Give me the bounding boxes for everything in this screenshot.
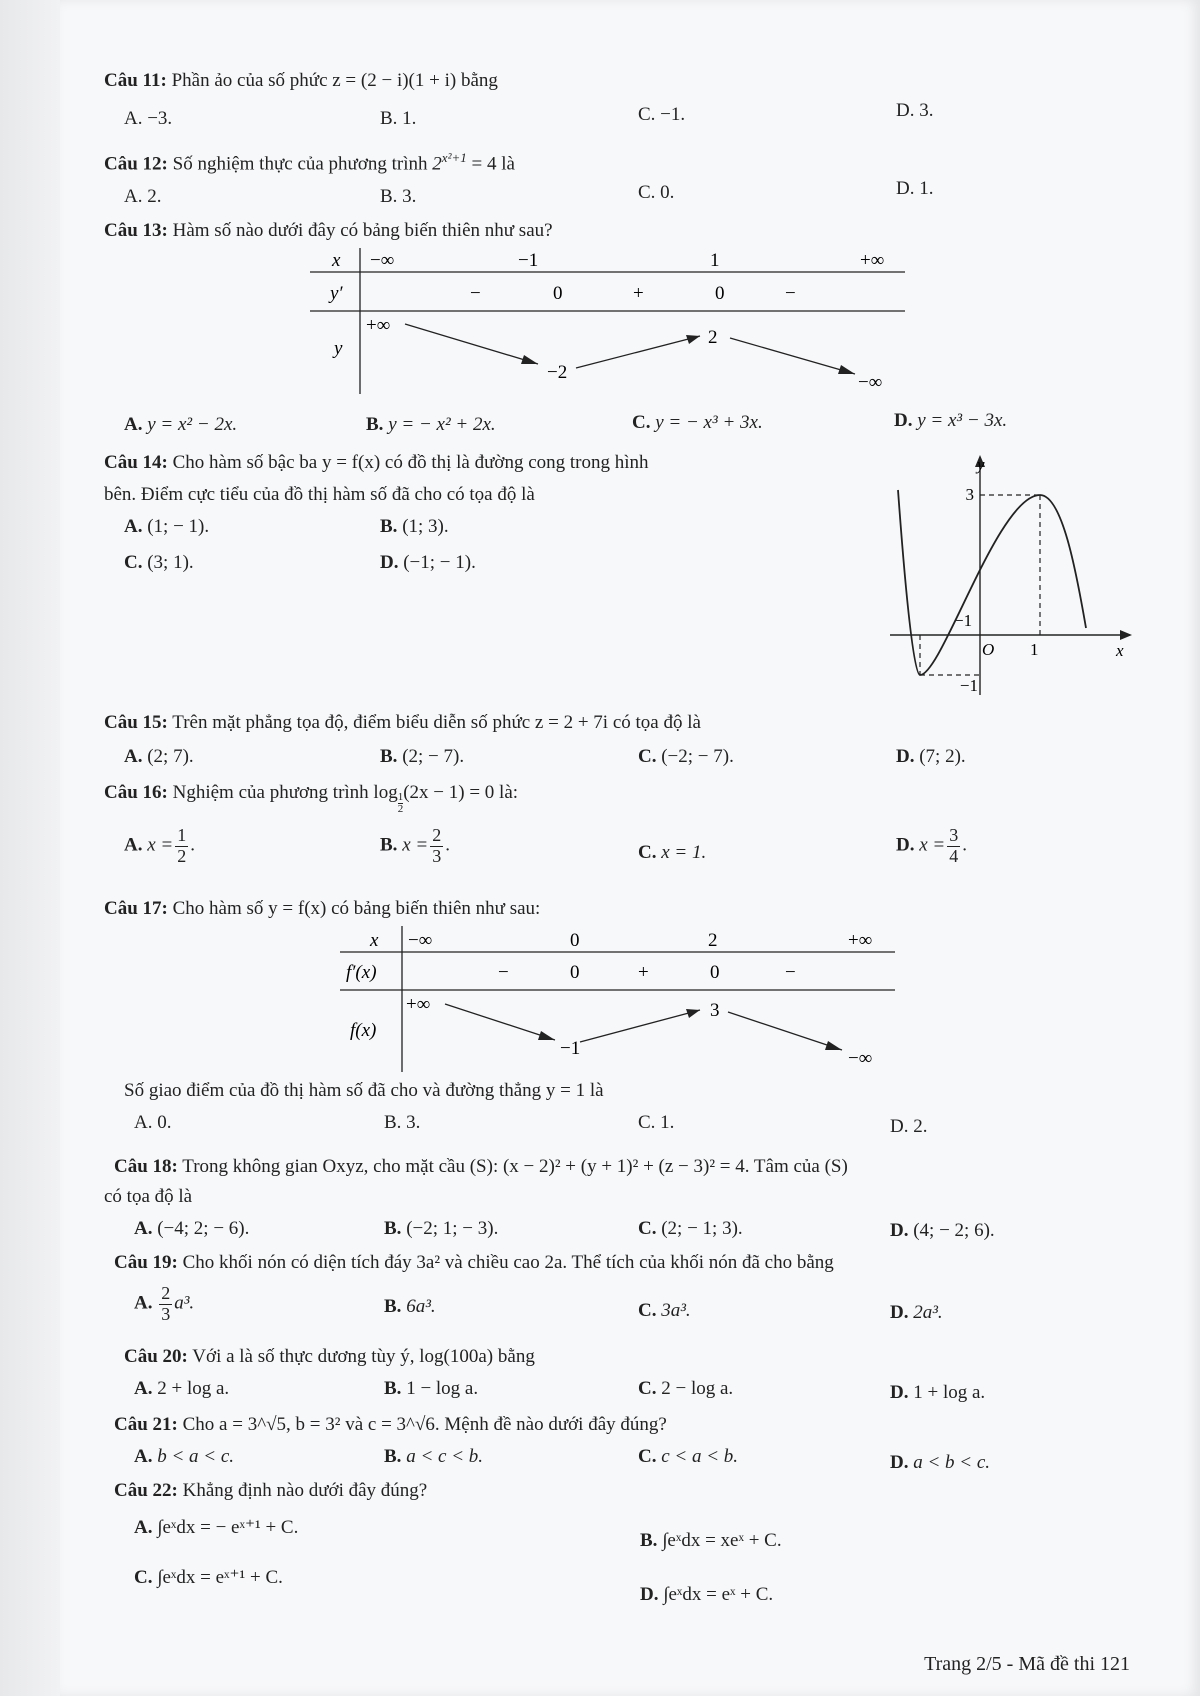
question-label: Câu 12: bbox=[104, 153, 168, 175]
q15-option-c[interactable]: C. (−2; − 7). bbox=[638, 746, 734, 767]
question-label: Câu 17: bbox=[104, 898, 168, 919]
question-20 bbox=[124, 1346, 535, 1368]
question-22 bbox=[114, 1480, 427, 1502]
q14-option-b[interactable]: B. (1; 3). bbox=[380, 516, 449, 537]
arrow-head bbox=[838, 365, 855, 374]
q20-option-b[interactable]: B. 1 − log a. bbox=[384, 1378, 479, 1399]
equation-exponent: x²+1 bbox=[441, 150, 467, 165]
x-axis-label: x bbox=[1116, 641, 1124, 660]
arrow-head bbox=[521, 355, 538, 364]
table-f-value: 3 bbox=[710, 1000, 720, 1021]
table-sign: 0 bbox=[710, 962, 720, 983]
q15-option-b[interactable]: B. (2; − 7). bbox=[380, 746, 465, 767]
table-sign: 0 bbox=[570, 962, 580, 983]
table-f-value: −∞ bbox=[848, 1048, 873, 1069]
q13-option-c[interactable]: C. y = − x³ + 3x. bbox=[632, 412, 763, 433]
question-label: Câu 19: bbox=[114, 1252, 178, 1273]
log-base: $\frac{1}{2}$ bbox=[397, 791, 404, 815]
question-text-end: (2x − 1) = 0 là: bbox=[403, 782, 519, 803]
table-fprime-label: f′(x) bbox=[346, 962, 377, 983]
table-x-value: −∞ bbox=[370, 250, 395, 271]
tick-x-1: 1 bbox=[1030, 640, 1039, 659]
table-sign: − bbox=[470, 283, 481, 304]
question-text: Cho hàm số bậc ba y = f(x) có đồ thị là đường cong trong hình bbox=[172, 452, 649, 473]
q22-option-b[interactable]: B. ∫eˣdx = xeˣ + C. bbox=[640, 1530, 782, 1551]
q20-option-a[interactable]: A. 2 + log a. bbox=[134, 1378, 230, 1399]
question-text: Hàm số nào dưới đây có bảng biến thiên như sau? bbox=[172, 220, 553, 241]
question-17 bbox=[104, 898, 540, 920]
table-f-value: +∞ bbox=[406, 994, 431, 1015]
q16-option-d[interactable]: D. x = $\frac{3}{4}$ . bbox=[896, 825, 967, 866]
question-11 bbox=[104, 70, 498, 92]
q13-option-d[interactable]: D. y = x³ − 3x. bbox=[894, 410, 1008, 431]
arrow-head bbox=[686, 335, 700, 344]
tick-y-neg1: −1 bbox=[959, 676, 978, 695]
table-sign: − bbox=[785, 962, 796, 983]
table-x-label: x bbox=[332, 250, 341, 271]
q11-option-c[interactable]: C. −1. bbox=[638, 104, 686, 125]
question-21 bbox=[114, 1414, 667, 1436]
q19-option-b[interactable]: B. 6a³. bbox=[384, 1296, 436, 1317]
table-x-value: 0 bbox=[570, 930, 580, 951]
q17-option-c[interactable]: C. 1. bbox=[638, 1112, 675, 1133]
q21-option-c[interactable]: C. c < a < b. bbox=[638, 1446, 739, 1467]
question-label: Câu 16: bbox=[104, 782, 168, 803]
question-label: Câu 22: bbox=[114, 1480, 178, 1501]
table-sign: 0 bbox=[553, 283, 563, 304]
q15-option-a[interactable]: A. (2; 7). bbox=[124, 746, 194, 767]
q14-option-a[interactable]: A. (1; − 1). bbox=[124, 516, 210, 537]
question-label: Câu 14: bbox=[104, 452, 168, 473]
q19-option-c[interactable]: C. 3a³. bbox=[638, 1300, 691, 1321]
q16-option-b[interactable]: B. x = $\frac{2}{3}$ . bbox=[380, 825, 450, 866]
question-18-line2: có tọa độ là bbox=[104, 1186, 193, 1207]
q17-variation-table bbox=[340, 924, 900, 1074]
q18-option-a[interactable]: A. (−4; 2; − 6). bbox=[134, 1218, 250, 1239]
origin-label: O bbox=[982, 640, 995, 659]
q14-cubic-graph bbox=[880, 450, 1140, 700]
table-x-value: 1 bbox=[710, 250, 720, 271]
question-text: Cho a = 3^√5, b = 3² và c = 3^√6. Mệnh đề nào dưới đây đúng? bbox=[182, 1414, 667, 1435]
table-x-value: −∞ bbox=[408, 930, 433, 951]
x-axis-arrow bbox=[1120, 630, 1132, 640]
question-12 bbox=[104, 150, 515, 175]
table-y-value: −∞ bbox=[858, 372, 883, 393]
table-f-label: f(x) bbox=[350, 1020, 377, 1041]
table-y-value: 2 bbox=[708, 327, 718, 348]
question-label: Câu 20: bbox=[124, 1346, 188, 1367]
table-sign: + bbox=[633, 283, 644, 304]
q17-option-d[interactable]: D. 2. bbox=[890, 1116, 928, 1137]
q12-option-a[interactable]: A. 2. bbox=[124, 186, 162, 207]
tick-x-neg1: −1 bbox=[954, 611, 973, 630]
q18-option-b[interactable]: B. (−2; 1; − 3). bbox=[384, 1218, 499, 1239]
arrow-down bbox=[405, 324, 538, 364]
q13-variation-table bbox=[310, 246, 910, 396]
q21-option-d[interactable]: D. a < b < c. bbox=[890, 1452, 991, 1473]
question-label: Câu 13: bbox=[104, 220, 168, 241]
q16-option-c[interactable]: C. x = 1. bbox=[638, 842, 707, 863]
table-sign: − bbox=[785, 283, 796, 304]
table-x-value: +∞ bbox=[848, 930, 873, 951]
question-label: Câu 21: bbox=[114, 1414, 178, 1435]
question-13 bbox=[104, 220, 553, 242]
question-text: Trong không gian Oxyz, cho mặt cầu (S): (x − 2)² + (y + 1)² + (z − 3)² = 4. Tâm của (S) bbox=[182, 1156, 848, 1177]
q12-option-c[interactable]: C. 0. bbox=[638, 182, 675, 203]
question-16 bbox=[104, 782, 518, 815]
q15-option-d[interactable]: D. (7; 2). bbox=[896, 746, 966, 767]
q11-option-a[interactable]: A. −3. bbox=[124, 108, 173, 129]
q18-option-c[interactable]: C. (2; − 1; 3). bbox=[638, 1218, 743, 1239]
q22-option-d[interactable]: D. ∫eˣdx = eˣ + C. bbox=[640, 1584, 774, 1605]
q22-option-a[interactable]: A. ∫eˣdx = − eˣ⁺¹ + C. bbox=[134, 1517, 299, 1538]
question-text: Nghiệm của phương trình log bbox=[172, 782, 398, 803]
q14-option-d[interactable]: D. (−1; − 1). bbox=[380, 552, 476, 573]
table-f-value: −1 bbox=[560, 1038, 581, 1059]
q11-option-b[interactable]: B. 1. bbox=[380, 108, 417, 129]
table-sign: − bbox=[498, 962, 509, 983]
table-yprime-label: y′ bbox=[330, 283, 343, 304]
table-sign: + bbox=[638, 962, 649, 983]
q12-option-d[interactable]: D. 1. bbox=[896, 178, 934, 199]
q17-option-b[interactable]: B. 3. bbox=[384, 1112, 421, 1133]
q20-option-d[interactable]: D. 1 + log a. bbox=[890, 1382, 986, 1403]
q17-option-a[interactable]: A. 0. bbox=[134, 1112, 172, 1133]
table-y-value: +∞ bbox=[366, 315, 391, 336]
question-label: Câu 18: bbox=[114, 1156, 178, 1177]
q14-option-c[interactable]: C. (3; 1). bbox=[124, 552, 194, 573]
question-17-line2: Số giao điểm của đồ thị hàm số đã cho và đường thẳng y = 1 là bbox=[124, 1080, 604, 1101]
table-x-value: −1 bbox=[518, 250, 539, 271]
q21-option-a[interactable]: A. b < a < c. bbox=[134, 1446, 235, 1467]
question-text: Phần ảo của số phức z = (2 − i)(1 + i) bằng bbox=[171, 70, 498, 91]
q11-option-d[interactable]: D. 3. bbox=[896, 100, 934, 121]
question-15 bbox=[104, 712, 701, 734]
question-text: Số nghiệm thực của phương trình bbox=[172, 153, 428, 175]
table-sign: 0 bbox=[715, 283, 725, 304]
table-x-label: x bbox=[370, 930, 379, 951]
arrow-down bbox=[730, 338, 855, 374]
page-footer: Trang 2/5 - Mã đề thi 121 bbox=[924, 1653, 1130, 1675]
q18-option-d[interactable]: D. (4; − 2; 6). bbox=[890, 1220, 995, 1241]
question-text: Cho khối nón có diện tích đáy 3a² và chiều cao 2a. Thể tích của khối nón đã cho bằng bbox=[182, 1252, 834, 1273]
q19-option-d[interactable]: D. 2a³. bbox=[890, 1302, 943, 1323]
question-14-line2: bên. Điểm cực tiểu của đồ thị hàm số đã cho có tọa độ là bbox=[104, 484, 535, 505]
table-x-value: +∞ bbox=[860, 250, 885, 271]
tick-y-3: 3 bbox=[965, 485, 974, 504]
q20-option-c[interactable]: C. 2 − log a. bbox=[638, 1378, 734, 1399]
q13-option-b[interactable]: B. y = − x² + 2x. bbox=[366, 414, 496, 435]
arrow-up bbox=[576, 336, 700, 368]
q12-option-b[interactable]: B. 3. bbox=[380, 186, 417, 207]
question-14 bbox=[104, 452, 649, 474]
table-y-label: y bbox=[334, 338, 343, 359]
question-label: Câu 11: bbox=[104, 70, 167, 91]
q13-option-a[interactable]: A. y = x² − 2x. bbox=[124, 414, 238, 435]
equation-base: 2 bbox=[432, 153, 442, 175]
question-text: Trên mặt phẳng tọa độ, điểm biểu diễn số phức z = 2 + 7i có tọa độ là bbox=[172, 712, 701, 733]
equation-rhs: = 4 là bbox=[466, 153, 515, 175]
y-axis-label: y bbox=[977, 455, 985, 474]
q19-option-a[interactable]: A. $\frac{2}{3}$ a³. bbox=[134, 1283, 195, 1324]
question-19 bbox=[114, 1252, 834, 1274]
question-text: Khẳng định nào dưới đây đúng? bbox=[182, 1480, 428, 1501]
question-label: Câu 15: bbox=[104, 712, 168, 733]
table-y-value: −2 bbox=[547, 362, 568, 383]
q16-option-a[interactable]: A. x = $\frac{1}{2}$ . bbox=[124, 825, 195, 866]
question-18 bbox=[114, 1156, 848, 1178]
q21-option-b[interactable]: B. a < c < b. bbox=[384, 1446, 484, 1467]
question-text: Cho hàm số y = f(x) có bảng biến thiên như sau: bbox=[172, 898, 541, 919]
question-text: Với a là số thực dương tùy ý, log(100a) bằng bbox=[192, 1346, 535, 1367]
page-fold-shadow bbox=[0, 0, 60, 1696]
table-x-value: 2 bbox=[708, 930, 718, 951]
q22-option-c[interactable]: C. ∫eˣdx = eˣ⁺¹ + C. bbox=[134, 1567, 283, 1588]
